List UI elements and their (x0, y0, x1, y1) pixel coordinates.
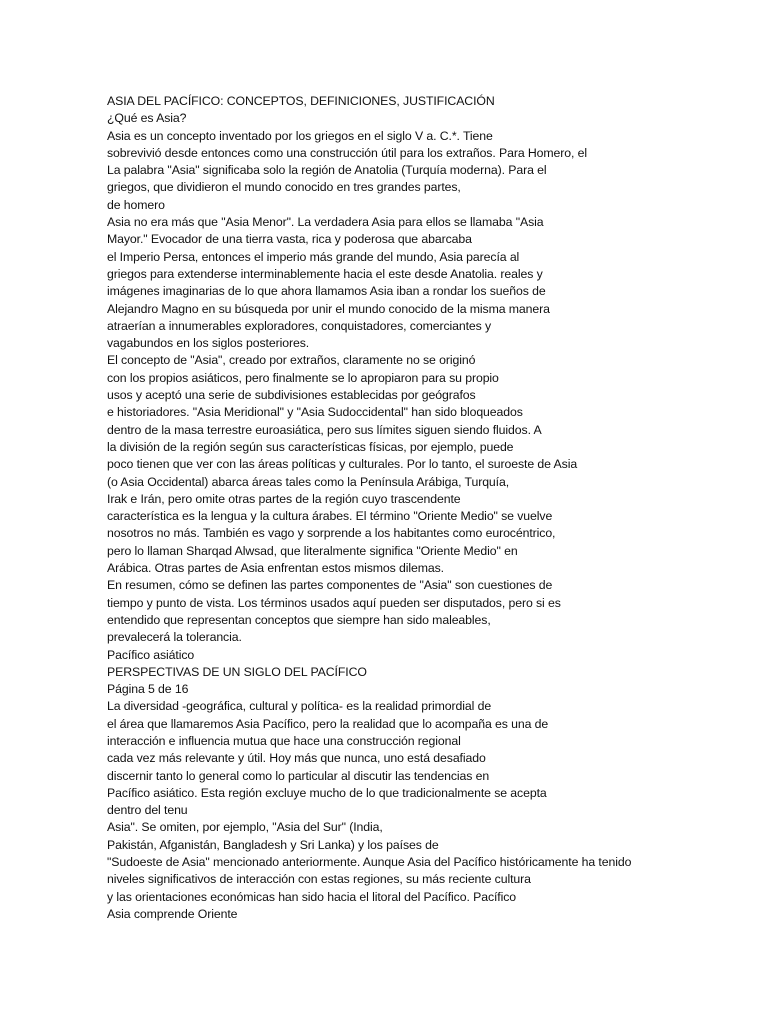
text-line: nosotros no más. También es vago y sorprende a los habitantes como eurocéntrico, (107, 526, 556, 541)
text-line: Mayor." Evocador de una tierra vasta, rica y poderosa que abarcaba (107, 232, 472, 247)
text-line: atraerían a innumerables exploradores, conquistadores, comerciantes y (107, 318, 492, 333)
text-line: Pacífico asiático. Esta región excluye mucho de lo que tradicionalmente se acepta (107, 785, 547, 800)
text-line: dentro de la masa terrestre euroasiática, pero sus límites siguen siendo fluidos. A (107, 422, 542, 437)
text-line: vagabundos en los siglos posteriores. (107, 336, 310, 351)
text-line: entendido que representan conceptos que siempre han sido maleables, (107, 612, 491, 627)
text-line: sobrevivió desde entonces como una construcción útil para los extraños. Para Homero, el (107, 145, 588, 160)
text-line: usos y aceptó una serie de subdivisiones establecidas por geógrafos (107, 388, 476, 403)
text-line: La diversidad -geográfica, cultural y política- es la realidad primordial de (107, 699, 492, 714)
text-line: interacción e influencia mutua que hace una construcción regional (107, 733, 461, 748)
text-line: (o Asia Occidental) abarca áreas tales como la Península Arábiga, Turquía, (107, 474, 510, 489)
text-line: ¿Qué es Asia? (107, 111, 187, 126)
text-line: ASIA DEL PACÍFICO: CONCEPTOS, DEFINICIONES, JUSTIFICACIÓN (107, 94, 495, 108)
text-line: característica es la lengua y la cultura árabes. El término "Oriente Medio" se vuelve (107, 509, 553, 524)
text-line: Asia es un concepto inventado por los griegos en el siglo V a. C.*. Tiene (107, 128, 493, 143)
text-line: pero lo llaman Sharqad Alwsad, que literalmente significa "Oriente Medio" en (107, 543, 518, 558)
text-line: tiempo y punto de vista. Los términos usados aquí pueden ser disputados, pero si es (107, 595, 561, 610)
text-line: discernir tanto lo general como lo particular al discutir las tendencias en (107, 768, 490, 783)
text-line: griegos para extenderse interminablemente hacia el este desde Anatolia. reales y (107, 266, 543, 281)
text-line: imágenes imaginarias de lo que ahora llamamos Asia iban a rondar los sueños de (107, 284, 546, 299)
document-body-text (107, 93, 707, 923)
text-line: El concepto de "Asia", creado por extraños, claramente no se originó (107, 353, 476, 368)
text-line: poco tienen que ver con las áreas políticas y culturales. Por lo tanto, el suroeste de Asia (107, 457, 578, 472)
text-line: niveles significativos de interacción con estas regiones, su más reciente cultura (107, 872, 531, 887)
text-line: Arábica. Otras partes de Asia enfrentan estos mismos dilemas. (107, 561, 445, 576)
text-line: Irak e Irán, pero omite otras partes de la región cuyo trascendente (107, 491, 461, 506)
text-line: La palabra "Asia" significaba solo la región de Anatolia (Turquía moderna). Para el (107, 163, 547, 178)
text-line: Asia". Se omiten, por ejemplo, "Asia del Sur" (India, (107, 820, 383, 835)
text-line: "Sudoeste de Asia" mencionado anteriormente. Aunque Asia del Pacífico históricamente ha tenido (107, 855, 632, 870)
text-line: la división de la región según sus características físicas, por ejemplo, puede (107, 439, 514, 454)
text-line: dentro del tenu (107, 803, 188, 818)
text-line: prevalecerá la tolerancia. (107, 630, 242, 645)
text-line: En resumen, cómo se definen las partes componentes de "Asia" son cuestiones de (107, 578, 553, 593)
text-line: Pacífico asiático (107, 647, 195, 662)
text-line: y las orientaciones económicas han sido hacia el litoral del Pacífico. Pacífico (107, 889, 517, 904)
text-line: griegos, que dividieron el mundo conocido en tres grandes partes, (107, 180, 461, 195)
text-line: Asia no era más que "Asia Menor". La verdadera Asia para ellos se llamaba "Asia (107, 215, 544, 230)
text-line: PERSPECTIVAS DE UN SIGLO DEL PACÍFICO (107, 664, 367, 679)
text-line: cada vez más relevante y útil. Hoy más que nunca, uno está desafiado (107, 751, 486, 766)
text-line: el Imperio Persa, entonces el imperio más grande del mundo, Asia parecía al (107, 249, 520, 264)
text-line: de homero (107, 197, 165, 212)
text-line: Pakistán, Afganistán, Bangladesh y Sri Lanka) y los países de (107, 837, 439, 852)
text-line: Página 5 de 16 (107, 682, 189, 697)
text-line: el área que llamaremos Asia Pacífico, pero la realidad que lo acompaña es una de (107, 716, 549, 731)
text-line: e historiadores. "Asia Meridional" y "Asia Sudoccidental" han sido bloqueados (107, 405, 523, 420)
text-line: Asia comprende Oriente (107, 906, 238, 921)
text-line: Alejandro Magno en su búsqueda por unir el mundo conocido de la misma manera (107, 301, 550, 316)
text-line: con los propios asiáticos, pero finalmente se lo apropiaron para su propio (107, 370, 499, 385)
